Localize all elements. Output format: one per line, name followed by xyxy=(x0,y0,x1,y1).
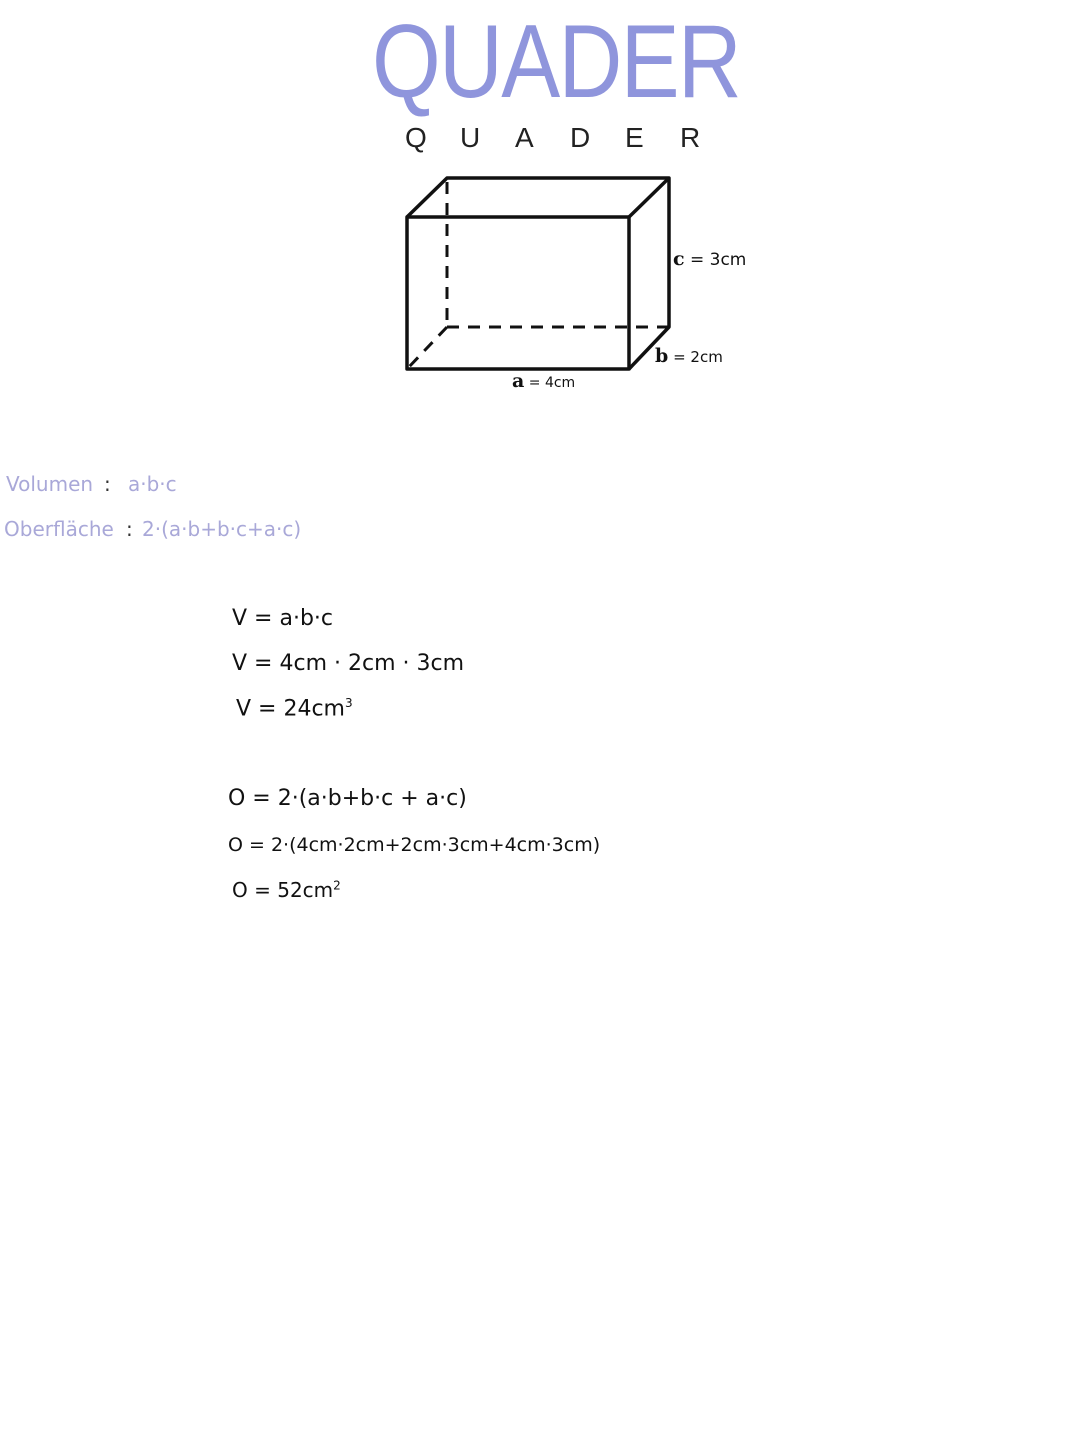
surface-calc-line-2: O = 2·(4cm·2cm+2cm·3cm+4cm·3cm) xyxy=(228,834,601,856)
volume-formula: a·b·c xyxy=(128,472,177,496)
cuboid-edge xyxy=(629,178,669,217)
cuboid-diagram xyxy=(0,160,1080,390)
cuboid-front-face xyxy=(407,217,629,369)
title-letter: E xyxy=(625,122,644,153)
title-letter: U xyxy=(460,122,481,153)
surface-calc-line-1: O = 2·(a·b+b·c + a·c) xyxy=(228,786,467,811)
volume-calc-line-2: V = 4cm · 2cm · 3cm xyxy=(232,651,464,676)
volume-calc-result: $V = 24cm^3$ xyxy=(236,696,353,722)
volume-calc-line-1: V = a·b·c xyxy=(232,606,333,631)
surface-separator: : xyxy=(126,517,133,541)
volume-separator: : xyxy=(104,472,111,496)
surface-label: Oberfläche xyxy=(4,517,114,541)
label-b: b = 2cm xyxy=(655,345,723,367)
surface-formula: 2·(a·b+b·c+a·c) xyxy=(142,517,302,541)
title-letter: D xyxy=(570,122,591,153)
page-title: QUADER xyxy=(372,4,741,120)
label-a: a = 4cm xyxy=(512,370,576,392)
surface-calc-result: $O = 52cm^2$ xyxy=(232,878,341,902)
title-letter: R xyxy=(680,122,701,153)
volume-label: Volumen xyxy=(6,472,94,496)
title-letter: A xyxy=(515,122,534,153)
label-c: c = 3cm xyxy=(673,248,747,270)
title-letter: Q xyxy=(405,122,427,153)
